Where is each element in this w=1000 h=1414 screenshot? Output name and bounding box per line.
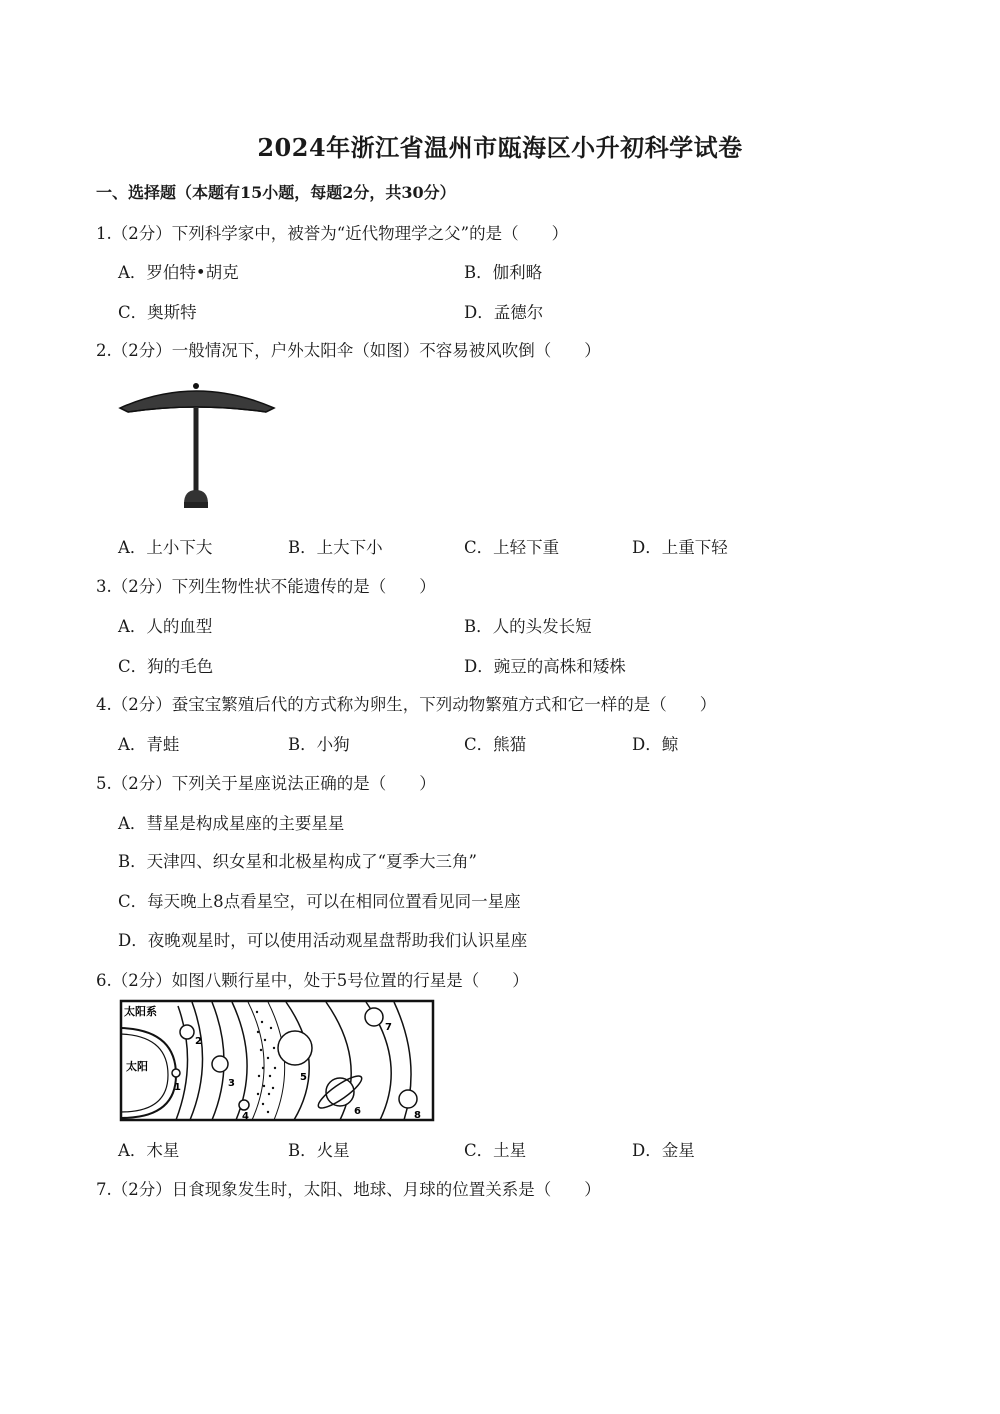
planet-number-3: 3 [228,1078,235,1089]
q5-option-a[interactable]: A．彗星是构成星座的主要星星 [118,814,345,833]
page-title: 2024年浙江省温州市瓯海区小升初科学试卷 [257,133,743,162]
q1-option-d[interactable]: D．孟德尔 [464,303,544,322]
q4-option-b[interactable]: B．小狗 [288,735,350,754]
section-heading: 一、选择题（本题有15小题，每题2分，共30分） [96,183,456,202]
question-2-stem: 2.（2分）一般情况下，户外太阳伞（如图）不容易被风吹倒（ ） [96,341,601,360]
q5-option-d[interactable]: D．夜晚观星时，可以使用活动观星盘帮助我们认识星座 [118,931,528,950]
q2-option-b[interactable]: B．上大下小 [288,538,383,557]
q3-option-c[interactable]: C．狗的毛色 [118,657,214,676]
question-7-stem: 7.（2分）日食现象发生时，太阳、地球、月球的位置关系是（ ） [96,1180,601,1199]
q1-option-a[interactable]: A．罗伯特•胡克 [118,263,239,282]
label-solar-system: 太阳系 [124,1005,157,1018]
planet-number-5: 5 [300,1072,307,1083]
umbrella-figure [116,378,278,514]
planet-number-8: 8 [414,1110,421,1121]
q6-option-b[interactable]: B．火星 [288,1141,350,1160]
planet-number-4: 4 [242,1111,249,1122]
q4-option-c[interactable]: C．熊猫 [464,735,527,754]
q1-option-b[interactable]: B．伽利略 [464,263,543,282]
solar-system-figure [118,998,436,1124]
q2-option-c[interactable]: C．上轻下重 [464,538,560,557]
question-5-stem: 5.（2分）下列关于星座说法正确的是（ ） [96,774,436,793]
question-3-stem: 3.（2分）下列生物性状不能遗传的是（ ） [96,577,436,596]
q6-option-d[interactable]: D．金星 [632,1141,695,1160]
question-6-stem: 6.（2分）如图八颗行星中，处于5号位置的行星是（ ） [96,971,529,990]
q1-option-c[interactable]: C．奥斯特 [118,303,197,322]
q3-option-b[interactable]: B．人的头发长短 [464,617,592,636]
planet-number-6: 6 [354,1106,361,1117]
label-sun: 太阳 [126,1060,148,1073]
q3-option-d[interactable]: D．豌豆的高株和矮株 [464,657,626,676]
q3-option-a[interactable]: A．人的血型 [118,617,213,636]
q5-option-b[interactable]: B．天津四、织女星和北极星构成了“夏季大三角” [118,852,477,871]
q2-option-a[interactable]: A．上小下大 [118,538,213,557]
question-1-stem: 1.（2分）下列科学家中，被誉为“近代物理学之父”的是（ ） [96,224,569,243]
q5-option-c[interactable]: C．每天晚上8点看星空，可以在相同位置看见同一星座 [118,892,521,911]
q2-option-d[interactable]: D．上重下轻 [632,538,728,557]
planet-number-2: 2 [195,1036,202,1047]
question-4-stem: 4.（2分）蚕宝宝繁殖后代的方式称为卵生，下列动物繁殖方式和它一样的是（ ） [96,695,717,714]
planet-number-1: 1 [174,1082,181,1093]
q4-option-a[interactable]: A．青蛙 [118,735,180,754]
q4-option-d[interactable]: D．鲸 [632,735,679,754]
planet-number-7: 7 [385,1022,392,1033]
q6-option-a[interactable]: A．木星 [118,1141,180,1160]
q6-option-c[interactable]: C．土星 [464,1141,527,1160]
